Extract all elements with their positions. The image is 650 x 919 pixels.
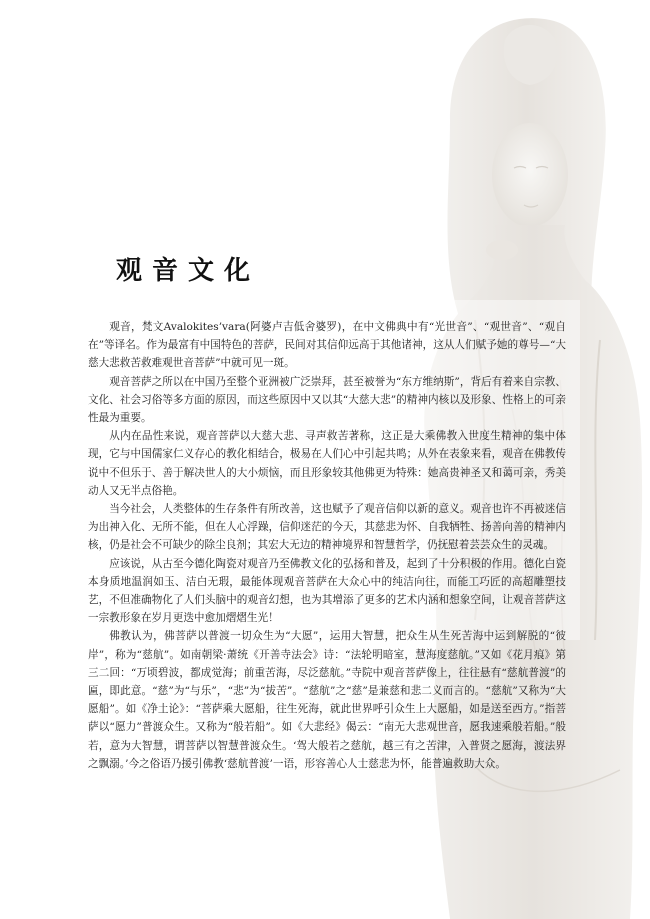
paragraph: 当今社会，人类整体的生存条件有所改善，这也赋予了观音信仰以新的意义。观音也许不再被迷信为出神入化、无所不能，但在人心浮躁，信仰迷茫的今天，其慈悲为怀、自我牺牲、扬善向善的精神内核，仍是社会不可缺少的除尘良剂；其宏大无边的精神境界和智慧哲学，仍抚慰着芸芸众生的灵魂。 — [88, 503, 566, 552]
paragraph: 观音，梵文Avalokites’vara(阿婆卢吉低舍婆罗)，在中文佛典中有“光世音”、“观世音”、“观自在”等译名。作为最富有中国特色的菩萨，民间对其信仰远高于其他诸神，这从人们赋予她的尊号—“大慈大悲救苦救难观世音菩萨”中就可见一斑。 — [88, 321, 566, 370]
article-body — [88, 318, 566, 773]
paragraph: 应该说，从古至今德化陶瓷对观音乃至佛教文化的弘扬和普及，起到了十分积极的作用。德化白瓷本身质地温润如玉、洁白无瑕，最能体现观音菩萨在大众心中的纯洁向往，而能工巧匠的高超雕塑技艺，不但准确物化了人们头脑中的观音幻想，也为其增添了更多的艺术内涵和想象空间，让观音菩萨这一宗教形象在岁月更迭中愈加熠熠生光！ — [88, 557, 566, 625]
paragraph: 观音菩萨之所以在中国乃至整个亚洲被广泛崇拜，甚至被誉为“东方维纳斯”，背后有着来自宗教、文化、社会习俗等多方面的原因，而这些原因中又以其“大慈大悲”的精神内核以及形象、性格上的可亲性最为重要。 — [88, 375, 566, 425]
page-title: 观音文化 — [116, 256, 261, 286]
paragraph: 从内在品性来说，观音菩萨以大慈大悲、寻声救苦著称，这正是大乘佛教入世度生精神的集中体现，它与中国儒家仁义存心的教化相结合，极易在人们心中引起共鸣；从外在表象来看，观音在佛教传说中不但乐于、善于解决世人的大小烦恼，而且形象较其他佛更为特殊：她高贵神圣又和蔼可亲，秀美动人又无半点俗艳。 — [88, 430, 566, 497]
paragraph: 佛教认为，佛菩萨以普渡一切众生为“大愿”，运用大智慧，把众生从生死苦海中运到解脱的“彼岸”，称为“慈航”。如南朝梁·萧统《开善寺法会》诗：“法轮明暗室，慧海度慈航。”又如《花月痕》第三二回：“万顷碧波，都成觉海；前重苦海，尽泛慈航。”寺院中观音菩萨像上，往往悬有“慈航普渡”的匾，即此意。“慈”为“与乐”，“悲”为“拔苦”。“慈航”之“慈”是兼慈和悲二义而言的。“慈航”又称为“大愿船”。如《净土论》：“菩萨乘大愿船，往生死海，就此世界呼引众生上大愿船，如是送至西方。”指菩萨以“愿力”普渡众生。又称为“般若船”。如《大悲经》偈云：“南无大悲观世音，愿我速乘般若船。”般若，意为大智慧，谓菩萨以智慧普渡众生。‘驾大般若之慈航，越三有之苦津，入普贤之愿海，渡法界之飘溺。’今之俗语乃援引佛教‘慈航普渡’一语，形容善心人士慈悲为怀，能普遍救助大众。 — [88, 630, 566, 770]
